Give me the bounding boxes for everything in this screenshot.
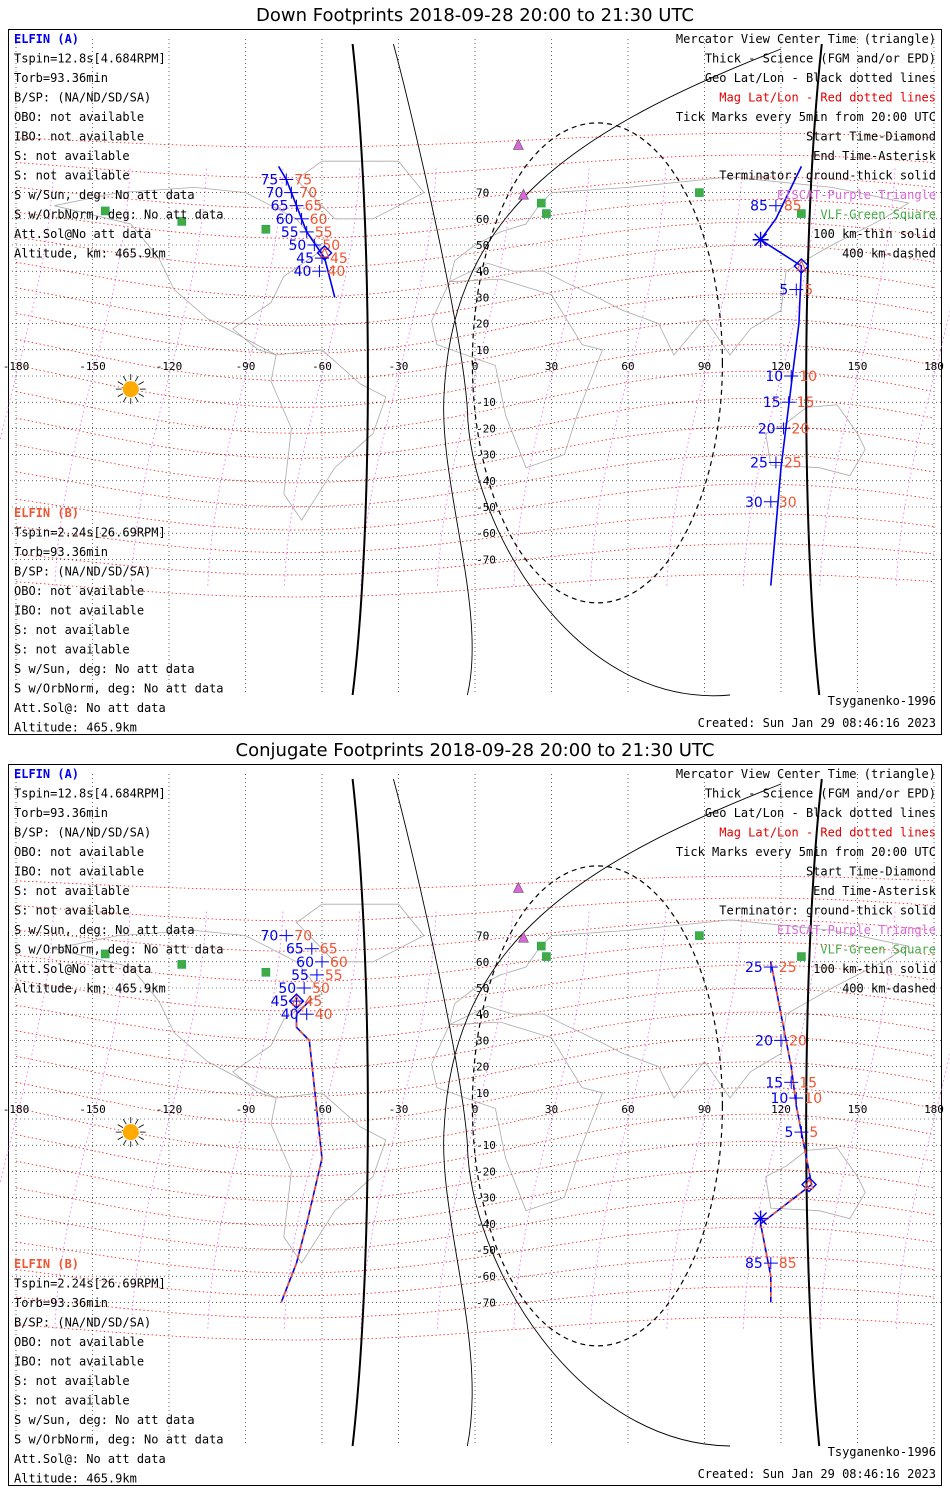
elfin-b-info-line: S w/OrbNorm, deg: No att data [14, 1432, 224, 1447]
elfin-b-info-line: S w/Sun, deg: No att data [14, 662, 195, 676]
elfin-a-info-line: Tspin=12.8s[4.684RPM] [14, 786, 166, 801]
lat-tick-label: -10 [476, 1139, 496, 1153]
tick-label-b: 5 [804, 282, 814, 299]
lat-tick-label: 70 [476, 186, 490, 200]
lat-tick-label: 10 [476, 1086, 490, 1100]
elfin-a-info-line: S w/Sun, deg: No att data [14, 923, 195, 937]
tick-label-b: 5 [809, 1125, 819, 1142]
elfin-b-info-line: IBO: not available [14, 603, 145, 618]
lat-tick-label: -70 [476, 1296, 496, 1310]
tick-label-a: 15 [765, 1075, 784, 1092]
lon-tick-label: 90 [697, 360, 712, 373]
lat-tick-label: -30 [476, 1191, 496, 1205]
tick-label-b: 40 [314, 1007, 333, 1024]
tick-label-b: 45 [330, 251, 348, 268]
lat-tick-label: 20 [476, 317, 490, 331]
elfin-b-info-line: Tspin=2.24s[26.69RPM] [14, 1276, 166, 1291]
tick-label-b: 15 [796, 395, 815, 412]
elfin-a-info-line: S w/OrbNorm, deg: No att data [14, 942, 224, 957]
legend-item: Geo Lat/Lon - Black dotted lines [704, 806, 936, 820]
tick-label-b: 75 [294, 172, 313, 189]
tick-label-b: 20 [789, 1033, 807, 1050]
elfin-a-info-line: IBO: not available [14, 864, 145, 879]
lon-tick-label: -90 [235, 1103, 256, 1116]
tick-label-b: 85 [783, 198, 802, 215]
elfin-b-info-line: Altitude: 465.9km [14, 1471, 137, 1486]
lat-tick-label: -30 [476, 448, 496, 462]
lat-tick-label: 40 [476, 265, 490, 279]
tick-label-a: 50 [288, 238, 307, 254]
elfin-a-label: ELFIN (A) [14, 32, 80, 46]
lon-tick-label: 120 [771, 1103, 791, 1116]
end-asterisk [753, 232, 769, 248]
elfin-a-info-line: S: not available [14, 168, 130, 183]
tick-label-b: 40 [327, 264, 346, 281]
tick-label-b: 60 [309, 211, 328, 228]
lat-tick-label: 20 [476, 1060, 490, 1074]
elfin-b-info-line: Torb=93.36min [14, 1296, 108, 1310]
tick-label-a: 70 [265, 185, 284, 202]
tick-label-a: 25 [744, 960, 763, 977]
vlf-site-marker [695, 189, 703, 197]
lat-tick-label: -20 [476, 1165, 496, 1179]
legend-item: Mercator View Center Time (triangle) [675, 767, 936, 781]
vlf-site-marker [542, 953, 550, 961]
model-label: Tsyganenko-1996 [827, 1445, 936, 1459]
tick-label-a: 85 [744, 1256, 763, 1273]
tick-label-a: 5 [784, 1125, 794, 1142]
lat-tick-label: -40 [476, 474, 496, 488]
lon-tick-label: 30 [544, 360, 559, 373]
vlf-site-marker [542, 210, 550, 218]
vlf-site-marker [537, 942, 545, 950]
lat-tick-label: 30 [476, 1034, 490, 1048]
tick-label-a: 75 [260, 172, 279, 189]
elfin-b-info-line: OBO: not available [14, 1335, 145, 1349]
lon-tick-label: -180 [2, 360, 30, 373]
lon-tick-label: 120 [771, 360, 791, 373]
elfin-b-info-line: S w/Sun, deg: No att data [14, 1413, 195, 1427]
lat-tick-label: -60 [476, 1270, 496, 1284]
sun-disc [123, 1124, 139, 1140]
elfin-a-info-line: S: not available [14, 884, 130, 898]
elfin-b-info-line: B/SP: (NA/ND/SD/SA) [14, 1315, 152, 1330]
elfin-a-info-line: B/SP: (NA/ND/SD/SA) [14, 90, 152, 105]
tick-label-b: 55 [324, 967, 343, 984]
elfin-b-info-line: S: not available [14, 642, 130, 657]
elfin-b-info-line: IBO: not available [14, 1354, 145, 1369]
tick-label-b: 85 [778, 1256, 797, 1273]
lat-tick-label: -60 [476, 527, 496, 541]
tick-label-b: 45 [304, 994, 323, 1011]
elfin-a-info-line: Altitude, km: 465.9km [14, 246, 166, 261]
lat-tick-label: 60 [476, 212, 490, 226]
elfin-b-info-line: Att.Sol@: No att data [14, 1452, 166, 1466]
elfin-a-info-line: Att.Sol@No att data [14, 962, 152, 976]
lat-tick-label: -70 [476, 553, 496, 567]
legend-item: 400 km-dashed [842, 246, 936, 261]
tick-label-a: 40 [280, 1007, 299, 1024]
elfin-b-info-line: OBO: not available [14, 584, 145, 598]
vlf-site-marker [537, 199, 545, 207]
legend-item: EISCAT-Purple Triangle [777, 923, 936, 937]
tick-label-b: 20 [791, 421, 810, 438]
lat-tick-label: -40 [476, 1217, 496, 1231]
tick-label-b: 15 [799, 1075, 818, 1092]
lon-tick-label: -150 [79, 360, 106, 373]
tick-label-b: 70 [294, 928, 313, 945]
elfin-a-info-line: B/SP: (NA/ND/SD/SA) [14, 825, 152, 840]
elfin-b-label: ELFIN (B) [14, 506, 80, 520]
elfin-b-info-line: Altitude: 465.9km [14, 720, 137, 735]
lat-tick-label: 70 [476, 929, 490, 943]
elfin-a-info-line: S: not available [14, 149, 130, 163]
lon-tick-label: -90 [235, 360, 256, 373]
elfin-a-info-line: OBO: not available [14, 845, 145, 859]
tick-label-b: 50 [322, 238, 341, 254]
elfin-a-info-line: Att.Sol@No att data [14, 227, 152, 241]
lon-tick-label: 60 [621, 1103, 635, 1116]
tick-label-a: 70 [260, 928, 279, 945]
elfin-b-info-line: Tspin=2.24s[26.69RPM] [14, 525, 166, 540]
tick-label-a: 85 [750, 198, 768, 215]
lat-tick-label: 10 [476, 343, 490, 357]
tick-label-a: 65 [285, 941, 304, 958]
tick-label-a: 55 [291, 967, 309, 984]
legend-item: Mercator View Center Time (triangle) [675, 32, 936, 46]
created-timestamp: Created: Sun Jan 29 08:46:16 2023 [697, 716, 936, 730]
sun-disc [123, 381, 139, 397]
tick-label-a: 50 [278, 981, 297, 997]
tick-label-b: 50 [312, 981, 330, 997]
elfin-b-label: ELFIN (B) [14, 1257, 80, 1271]
vlf-site-marker [262, 225, 270, 233]
lon-tick-label: 30 [544, 1103, 559, 1116]
lon-tick-label: -30 [388, 360, 409, 373]
tick-label-a: 55 [280, 224, 299, 241]
footprint-map-conjugate [2, 764, 944, 1486]
lat-tick-label: -10 [476, 396, 496, 410]
elfin-b-info-line: Torb=93.36min [14, 545, 108, 559]
legend-item: 400 km-dashed [842, 981, 936, 996]
tick-label-a: 20 [755, 1033, 773, 1050]
panel-title-conjugate: Conjugate Footprints 2018-09-28 20:00 to 21:30 UTC [235, 740, 715, 761]
tick-label-a: 45 [296, 251, 314, 268]
legend-item: Start Time-Diamond [805, 129, 936, 144]
elfin-a-info-line: S w/Sun, deg: No att data [14, 188, 195, 202]
elfin-a-info-line: S: not available [14, 903, 130, 918]
lon-tick-label: -120 [155, 1103, 183, 1116]
elfin-b-info-line: S: not available [14, 1374, 130, 1388]
tick-label-a: 5 [779, 282, 789, 299]
elfin-a-info-line: OBO: not available [14, 110, 145, 124]
legend-item: 100 km-thin solid [813, 962, 936, 976]
lon-tick-label: 180 [924, 1103, 944, 1116]
tick-label-b: 10 [804, 1091, 823, 1108]
lon-tick-label: 150 [847, 1103, 868, 1116]
tick-label-a: 10 [765, 369, 784, 385]
tick-label-a: 15 [762, 395, 781, 412]
tick-label-b: 55 [314, 224, 333, 241]
tick-label-b: 70 [299, 185, 318, 202]
elfin-a-label: ELFIN (A) [14, 767, 80, 781]
elfin-b-info-line: B/SP: (NA/ND/SD/SA) [14, 564, 152, 579]
legend-item: VLF-Green Square [820, 207, 936, 222]
lon-tick-label: -60 [312, 1103, 332, 1116]
legend-item: Tick Marks every 5min from 20:00 UTC [675, 845, 936, 859]
lon-tick-label: -30 [388, 1103, 409, 1116]
tick-label-b: 30 [778, 494, 797, 511]
legend-item: VLF-Green Square [820, 942, 936, 957]
lon-tick-label: 0 [471, 360, 479, 373]
legend-item: EISCAT-Purple Triangle [777, 188, 936, 202]
elfin-a-info-line: Torb=93.36min [14, 806, 108, 820]
legend-item: Mag Lat/Lon - Red dotted lines [719, 825, 936, 840]
legend-item: Thick - Science (FGM and/or EPD) [704, 51, 936, 66]
lon-tick-label: -150 [79, 1103, 106, 1116]
legend-item: End Time-Asterisk [813, 149, 936, 163]
legend-item: Start Time-Diamond [805, 864, 936, 879]
tick-label-a: 45 [270, 994, 289, 1011]
lat-tick-label: -50 [476, 1244, 496, 1257]
vlf-site-marker [262, 968, 270, 976]
tick-label-a: 10 [770, 1091, 789, 1108]
footprint-map-down [2, 29, 944, 735]
lat-tick-label: -50 [476, 501, 496, 514]
lat-tick-label: 50 [476, 982, 490, 995]
legend-item: Geo Lat/Lon - Black dotted lines [704, 71, 936, 85]
legend-item: Terminator: ground-thick solid [719, 168, 936, 183]
elfin-a-info-line: S w/OrbNorm, deg: No att data [14, 207, 224, 222]
tick-label-a: 40 [293, 264, 312, 281]
elfin-b-info-line: Att.Sol@: No att data [14, 701, 166, 715]
vlf-site-marker [797, 953, 805, 961]
lon-tick-label: 150 [847, 360, 868, 373]
lon-tick-label: 0 [471, 1103, 479, 1116]
tick-label-b: 65 [304, 198, 323, 215]
elfin-a-info-line: Torb=93.36min [14, 71, 108, 85]
legend-item: End Time-Asterisk [813, 884, 936, 898]
lat-tick-label: 30 [476, 291, 490, 305]
lat-tick-label: 40 [476, 1008, 490, 1022]
elfin-a-info-line: IBO: not available [14, 129, 145, 144]
elfin-b-info-line: S: not available [14, 623, 130, 637]
map-frame [9, 765, 942, 1486]
tick-label-a: 20 [757, 421, 776, 438]
legend-item: Terminator: ground-thick solid [719, 903, 936, 918]
tick-label-b: 25 [783, 455, 802, 472]
lat-tick-label: -20 [476, 422, 496, 436]
end-asterisk [753, 1211, 769, 1227]
lon-tick-label: 90 [697, 1103, 712, 1116]
legend-item: Tick Marks every 5min from 20:00 UTC [675, 110, 936, 124]
lat-tick-label: 60 [476, 955, 490, 969]
lon-tick-label: 60 [621, 360, 635, 373]
legend-item: Mag Lat/Lon - Red dotted lines [719, 90, 936, 105]
tick-label-b: 10 [799, 369, 818, 385]
tick-label-a: 30 [744, 494, 763, 511]
elfin-a-info-line: Altitude, km: 465.9km [14, 981, 166, 996]
lon-tick-label: -120 [155, 360, 183, 373]
legend-item: 100 km-thin solid [813, 227, 936, 241]
lon-tick-label: -180 [2, 1103, 30, 1116]
tick-label-b: 25 [778, 960, 797, 977]
tick-label-b: 60 [330, 954, 348, 971]
lat-tick-label: 50 [476, 239, 490, 252]
lon-tick-label: -60 [312, 360, 332, 373]
model-label: Tsyganenko-1996 [827, 694, 936, 708]
vlf-site-marker [178, 960, 186, 968]
elfin-b-info-line: S: not available [14, 1393, 130, 1408]
created-timestamp: Created: Sun Jan 29 08:46:16 2023 [697, 1467, 936, 1481]
tick-label-a: 65 [270, 198, 289, 215]
elfin-b-info-line: S w/OrbNorm, deg: No att data [14, 681, 224, 696]
tick-label-b: 65 [319, 941, 338, 958]
tick-label-a: 60 [296, 954, 314, 971]
legend-item: Thick - Science (FGM and/or EPD) [704, 786, 936, 801]
lon-tick-label: 180 [924, 360, 944, 373]
panel-title-down: Down Footprints 2018-09-28 20:00 to 21:30 UTC [256, 5, 694, 26]
elfin-a-info-line: Tspin=12.8s[4.684RPM] [14, 51, 166, 66]
vlf-site-marker [695, 932, 703, 940]
tick-label-a: 60 [275, 211, 294, 228]
tick-label-a: 25 [750, 455, 768, 472]
